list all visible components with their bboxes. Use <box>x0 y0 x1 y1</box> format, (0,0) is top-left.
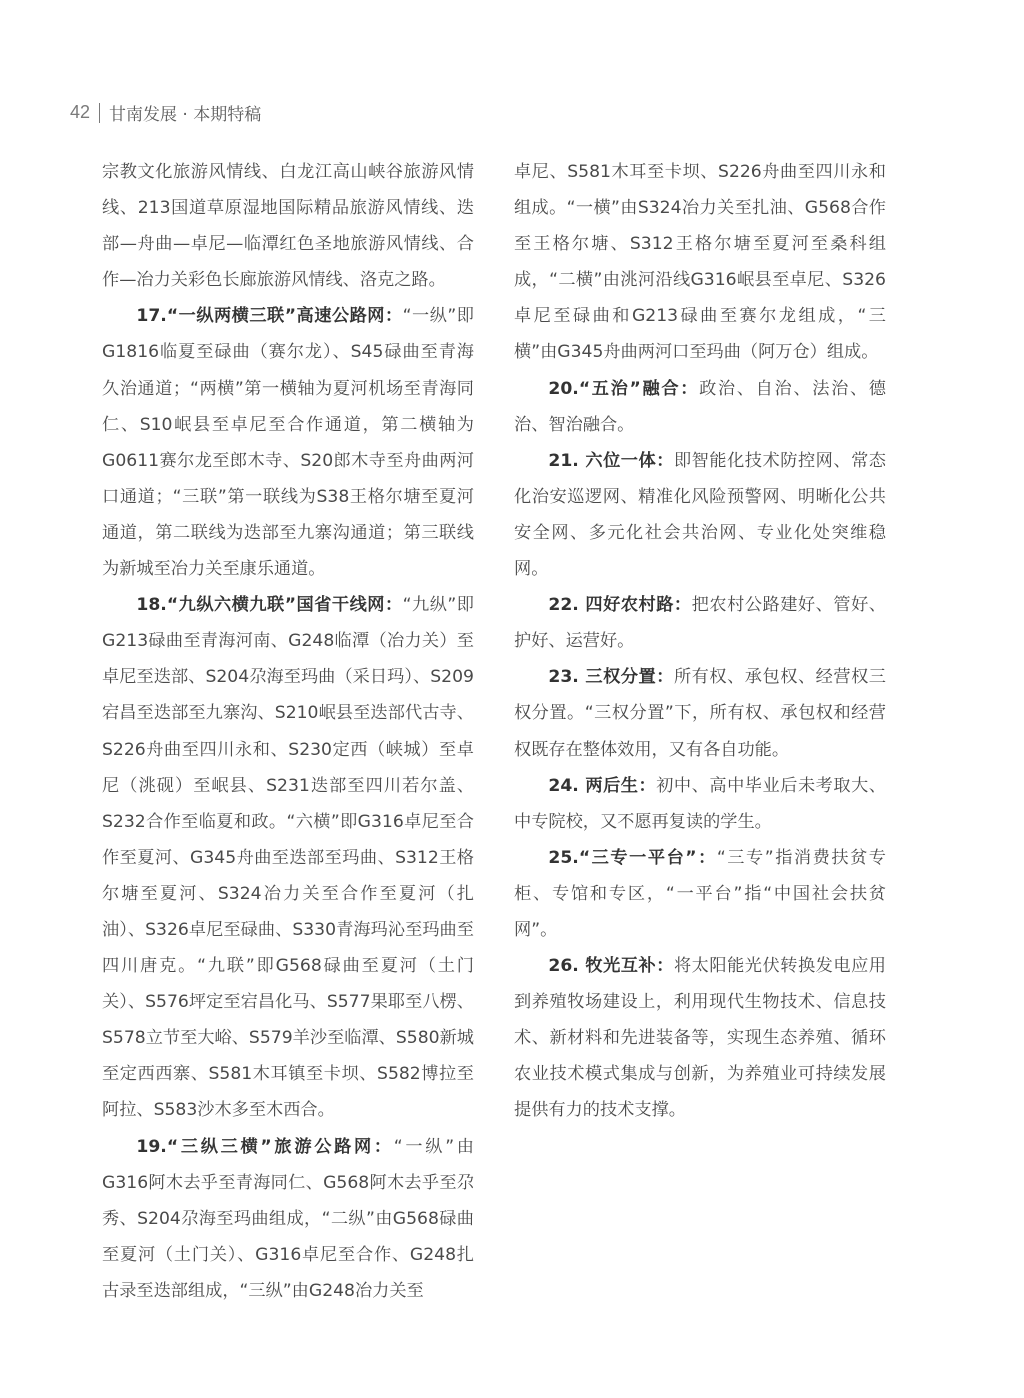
paragraph-19: 19.“三纵三横”旅游公路网：“一纵”由G316阿木去乎至青海同仁、G568阿木去乎至尕秀、S204尕海至玛曲组成，“二纵”由G568碌曲至夏河（土门关）、G316卓尼至合作、G248扎古录至迭部组成，“三纵”由G248冶力关至 <box>102 1136 474 1301</box>
header-divider <box>99 103 100 123</box>
term-25: 25.“三专一平台”： <box>548 847 717 868</box>
term-17: 17.“一纵两横三联”高速公路网： <box>136 306 403 327</box>
term-26: 26. 牧光互补： <box>548 956 674 977</box>
term-22: 22. 四好农村路： <box>548 595 692 616</box>
term-23: 23. 三权分置： <box>548 667 674 688</box>
paragraph-24: 24. 两后生：初中、高中毕业后未考取大、中专院校，又不愿再复读的学生。 <box>514 775 886 832</box>
paragraph-26: 26. 牧光互补：将太阳能光伏转换发电应用到养殖牧场建设上，利用现代生物技术、信息技术、新材料和先进装备等，实现生态养殖、循环农业技术模式集成与创新，为养殖业可持续发展提供有力的技术支撑。 <box>514 956 886 1121</box>
paragraph-23: 23. 三权分置：所有权、承包权、经营权三权分置。“三权分置”下，所有权、承包权和经营权既存在整体效用，又有各自功能。 <box>514 667 886 760</box>
term-19: 19.“三纵三横”旅游公路网： <box>136 1136 394 1157</box>
paragraph-25: 25.“三专一平台”：“三专”指消费扶贫专柜、专馆和专区，“一平台”指“中国社会扶贫网”。 <box>514 847 886 940</box>
paragraph-18: 18.“九纵六横九联”国省干线网：“九纵”即G213碌曲至青海河南、G248临潭（冶力关）至卓尼至迭部、S204尕海至玛曲（采日玛）、S209宕昌至迭部至九寨沟、S210岷县至迭部代古寺、S226舟曲至四川永和、S230定西（峡城）至卓尼（洮砚）至岷县、S231迭部至四川若尔盖、S232合作至临夏和政。“六横”即G316卓尼至合作至夏河、G345舟曲至迭部至玛曲、S312王格尔塘至夏河、S324冶力关至合作至夏河（扎油）、S326卓尼至碌曲、S330青海玛沁至玛曲至四川唐克。“九联”即G568碌曲至夏河（土门关）、S576坪定至宕昌化马、S577果耶至八楞、S578立节至大峪、S579羊沙至临潭、S580新城至定西西寨、S581木耳镇至卡坝、S582博拉至阿拉、S583沙木多至木西合。 <box>102 595 474 1121</box>
paragraph-20: 20.“五治”融合：政治、自治、法治、德治、智治融合。 <box>514 378 886 435</box>
left-column <box>102 154 474 1309</box>
term-20: 20.“五治”融合： <box>548 378 700 399</box>
term-21: 21. 六位一体： <box>548 450 674 471</box>
paragraph-19-continued: 卓尼、S581木耳至卡坝、S226舟曲至四川永和组成。“一横”由S324冶力关至扎油、G568合作至王格尔塘、S312王格尔塘至夏河至桑科组成，“二横”由洮河沿线G316岷县至卓尼、S326卓尼至碌曲和G213碌曲至赛尔龙组成，“三横”由G345舟曲两河口至玛曲（阿万仓）组成。 <box>514 162 886 363</box>
right-column <box>514 154 886 1129</box>
paragraph-21: 21. 六位一体：即智能化技术防控网、常态化治安巡逻网、精准化风险预警网、明晰化公共安全网、多元化社会共治网、专业化处突维稳网。 <box>514 450 886 580</box>
paragraph-22: 22. 四好农村路：把农村公路建好、管好、护好、运营好。 <box>514 595 886 652</box>
running-header <box>70 100 261 125</box>
page-number: 42 <box>70 102 91 122</box>
term-24: 24. 两后生： <box>548 775 657 796</box>
paragraph-17: 17.“一纵两横三联”高速公路网：“一纵”即G1816临夏至碌曲（赛尔龙）、S45碌曲至青海久治通道；“两横”第一横轴为夏河机场至青海同仁、S10岷县至卓尼至合作通道，第二横轴为G0611赛尔龙至郎木寺、S20郎木寺至舟曲两河口通道；“三联”第一联线为S38王格尔塘至夏河通道，第二联线为迭部至九寨沟通道；第三联线为新城至冶力关至康乐通道。 <box>102 306 474 580</box>
paragraph-continued: 宗教文化旅游风情线、白龙江高山峡谷旅游风情线、213国道草原湿地国际精品旅游风情线、迭部—舟曲—卓尼—临潭红色圣地旅游风情线、合作—冶力关彩色长廊旅游风情线、洛克之路。 <box>102 162 474 291</box>
term-18: 18.“九纵六横九联”国省干线网： <box>136 595 403 616</box>
section-title: 甘南发展 · 本期特稿 <box>109 105 262 125</box>
